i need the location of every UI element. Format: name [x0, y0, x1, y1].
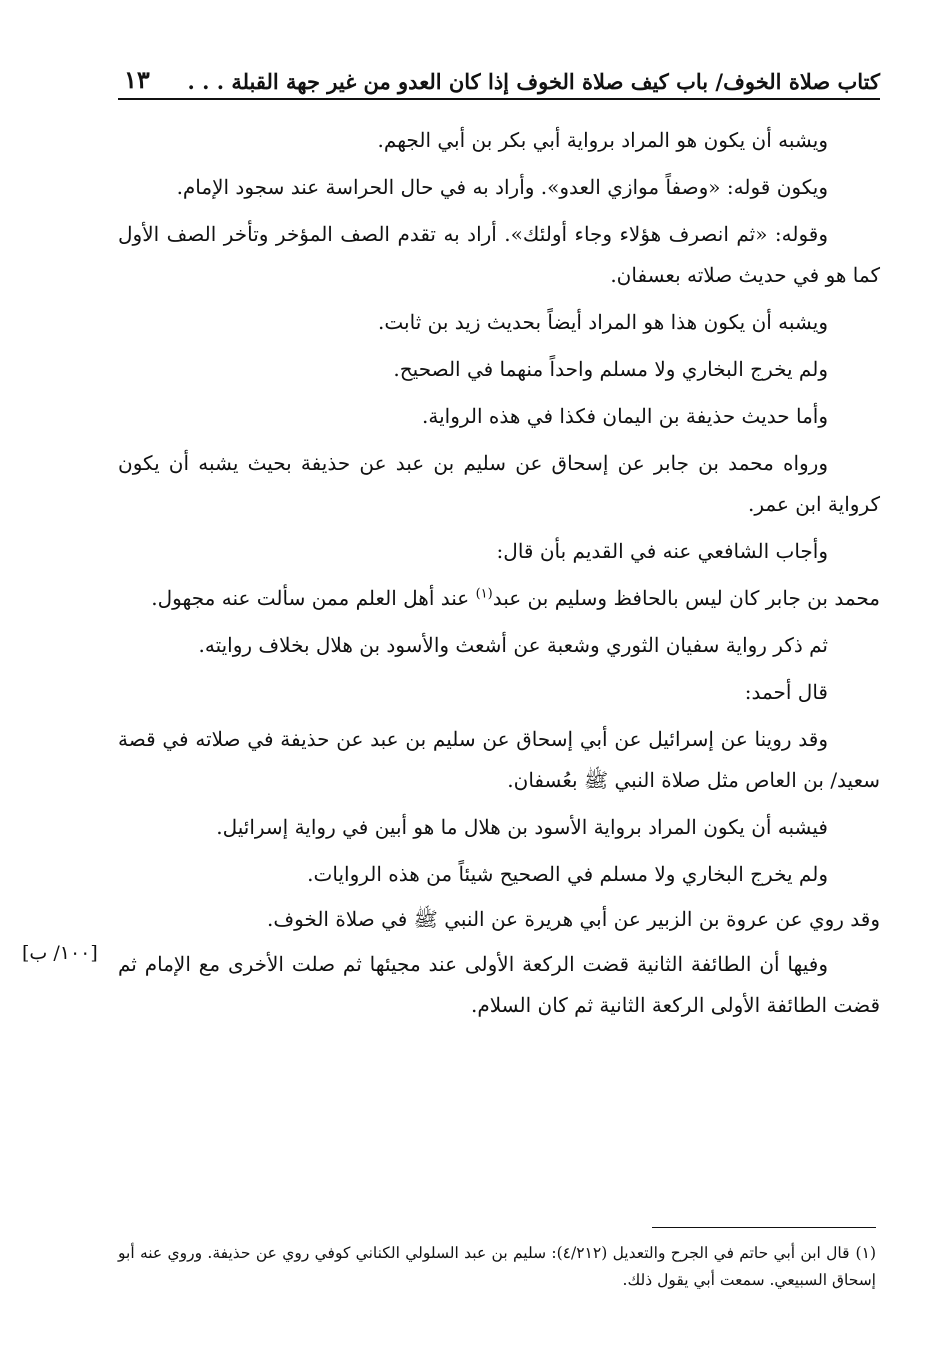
paragraph-with-footnote	[118, 578, 880, 619]
paragraph: فيشبه أن يكون المراد برواية الأسود بن هلال ما هو أبين في رواية إسرائيل.	[216, 815, 828, 839]
paragraph: وقد روينا عن إسرائيل عن أبي إسحاق عن سليم بن عبد عن حذيفة في صلاته في قصة سعيد/ بن العاص مثل صلاة النبي ﷺ بعُسفان.	[118, 727, 880, 792]
paragraph: ويشبه أن يكون هذا هو المراد أيضاً بحديث زيد بن ثابت.	[378, 310, 828, 334]
paragraph: ويكون قوله: «وصفاً موازي العدو». وأراد به في حال الحراسة عند سجود الإمام.	[176, 175, 828, 199]
paragraph: وفيها أن الطائفة الثانية قضت الركعة الأولى عند مجيئها ثم صلت الأخرى مع الإمام ثم قضت الطائفة الأولى الركعة الثانية ثم كان السلام.	[118, 952, 880, 1017]
page-number: ١٣	[124, 65, 150, 94]
main-text	[118, 120, 880, 1032]
folio-margin-note: [١٠٠/ ب]	[22, 942, 98, 964]
paragraph: قال أحمد:	[744, 680, 828, 704]
page-header	[118, 58, 880, 100]
footnote-reference[interactable]: (١)	[475, 586, 493, 602]
footnote-number: (١)	[855, 1244, 876, 1262]
paragraph: ويشبه أن يكون هو المراد برواية أبي بكر بن أبي الجهم.	[377, 128, 828, 152]
footnote-text: قال ابن أبي حاتم في الجرح والتعديل (٤/٢١٢): سليم بن عبد السلولي الكناني كوفي روي عن حذيفة. وروي عنه أبو إسحاق السبيعي. سمعت أبي يقول ذلك.	[118, 1244, 876, 1289]
paragraph-text: عند أهل العلم ممن سألت عنه مجهول.	[151, 586, 476, 610]
paragraph: وقد روي عن عروة بن الزبير عن أبي هريرة عن النبي ﷺ في صلاة الخوف.	[267, 907, 880, 931]
paragraph: ولم يخرج البخاري ولا مسلم واحداً منهما في الصحيح.	[393, 357, 828, 381]
paragraph: وأما حديث حذيفة بن اليمان فكذا في هذه الرواية.	[422, 404, 828, 428]
paragraph: ولم يخرج البخاري ولا مسلم في الصحيح شيئاً من هذه الروايات.	[307, 862, 828, 886]
paragraph: ورواه محمد بن جابر عن إسحاق عن سليم بن عبد عن حذيفة بحيث يشبه أن يكون كرواية ابن عمر.	[118, 451, 880, 516]
paragraph: وأجاب الشافعي عنه في القديم بأن قال:	[496, 539, 828, 563]
paragraph: وقوله: «ثم انصرف هؤلاء وجاء أولئك». أراد به تقدم الصف المؤخر وتأخر الصف الأول كما هو في حديث صلاته بعسفان.	[118, 222, 880, 287]
running-head: كتاب صلاة الخوف/ باب كيف صلاة الخوف إذا كان العدو من غير جهة القبلة . . .	[187, 69, 880, 94]
footnote-divider	[652, 1227, 876, 1228]
footnotes	[118, 1240, 876, 1294]
paragraph-text: محمد بن جابر كان ليس بالحافظ وسليم بن عبد	[492, 586, 880, 610]
paragraph: ثم ذكر رواية سفيان الثوري وشعبة عن أشعث والأسود بن هلال بخلاف روايته.	[198, 633, 828, 657]
